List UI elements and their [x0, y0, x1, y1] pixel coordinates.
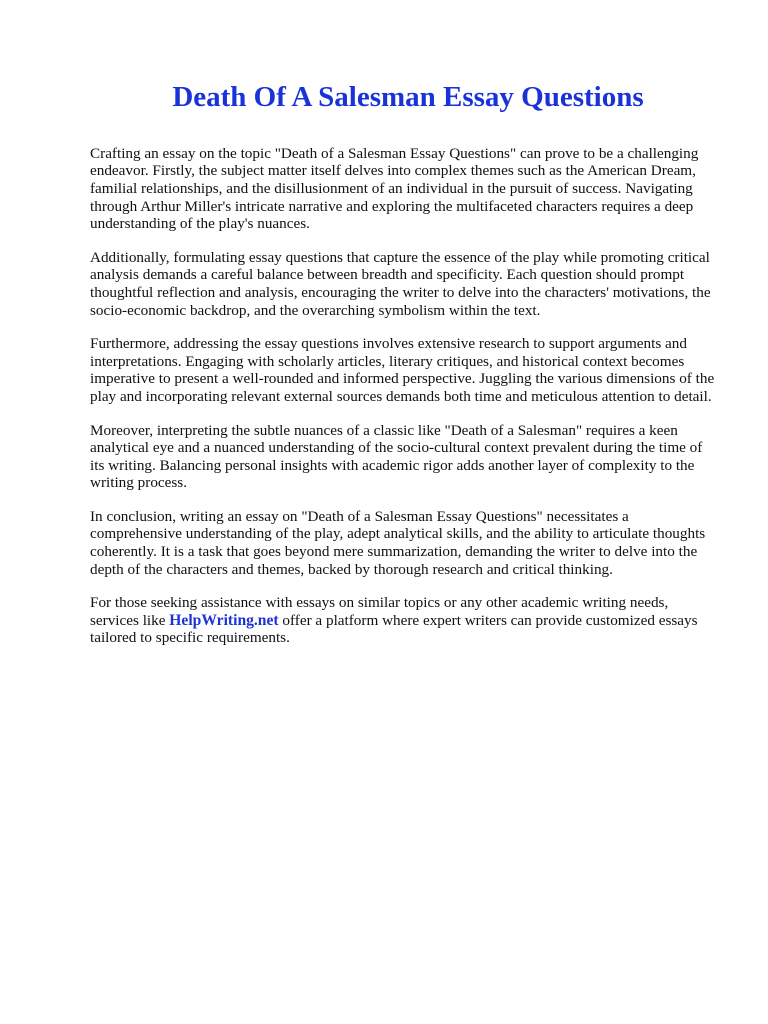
assistance-text-after-link: offer a platform where expert writers can provide customized essays tailored to specific requirements.	[90, 611, 698, 647]
helpwriting-link[interactable]: HelpWriting.net	[169, 611, 279, 629]
paragraph-assistance	[90, 594, 718, 647]
paragraph-furthermore: Furthermore, addressing the essay questions involves extensive research to support arguments and interpretations. Engaging with scholarly articles, literary critiques, and historical context becomes imperative to present a well-rounded and informed perspective. Juggling the various dimensions of the play and incorporating relevant external sources demands both time and meticulous attention to detail.	[90, 335, 715, 405]
paragraph-intro: Crafting an essay on the topic "Death of a Salesman Essay Questions" can prove to be a challenging endeavor. Firstly, the subject matter itself delves into complex themes such as the American Dream, familial relationships, and the disillusionment of an individual in the pursuit of success. Navigating through Arthur Miller's intricate narrative and exploring the multifaceted characters requires a deep understanding of the play's nuances.	[90, 144, 699, 233]
page-title: Death Of A Salesman Essay Questions	[172, 81, 644, 113]
paragraph-conclusion: In conclusion, writing an essay on "Death of a Salesman Essay Questions" necessitates a comprehensive understanding of the play, adept analytical skills, and the ability to articulate thoughts coherently. It is a task that goes beyond mere summarization, demanding the writer to delve into the depth of the characters and themes, backed by thorough research and critical thinking.	[90, 507, 706, 578]
paragraph-additionally: Additionally, formulating essay questions that capture the essence of the play while promoting critical analysis demands a careful balance between breadth and specificity. Each question should prompt thoughtful reflection and analysis, encouraging the writer to delve into the characters' motivations, the socio-economic backdrop, and the overarching symbolism within the text.	[90, 248, 711, 319]
paragraph-moreover: Moreover, interpreting the subtle nuances of a classic like "Death of a Salesman" requires a keen analytical eye and a nuanced understanding of the socio-cultural context prevalent during the time of its writing. Balancing personal insights with academic rigor adds another layer of complexity to the writing process.	[90, 421, 703, 492]
assistance-text-before-link: For those seeking assistance with essays on similar topics or any other academic writing needs, services like	[90, 594, 669, 629]
